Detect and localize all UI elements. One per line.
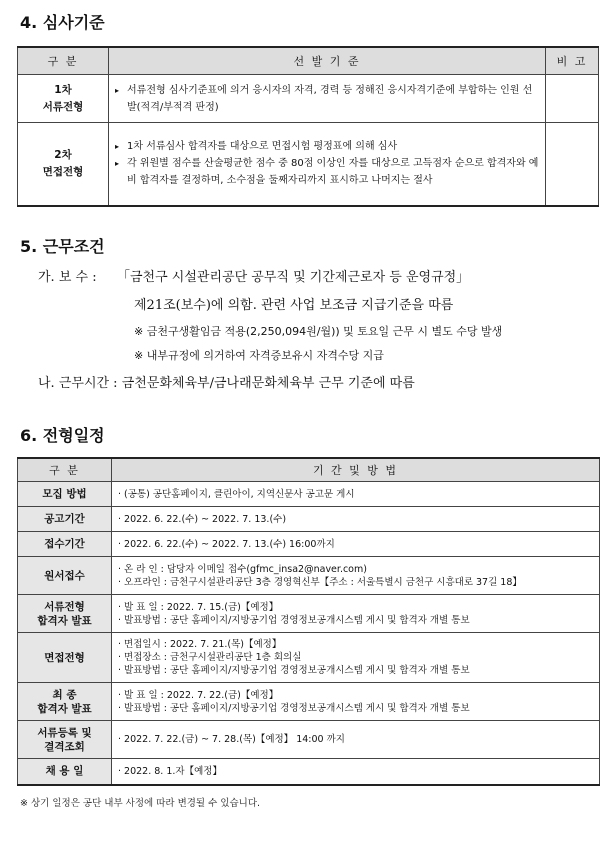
table-row <box>18 123 599 206</box>
table-row <box>18 595 600 633</box>
table-header-row <box>18 458 600 482</box>
row-content <box>112 482 600 507</box>
row-label-line: 서류전형 <box>42 100 84 113</box>
content-line: · 발표방법 : 공단 홈페이지/지방공기업 경영정보공개시스템 게시 및 합격자 개별 통보 <box>118 664 593 677</box>
col-header-remarks: 비 고 <box>546 47 599 75</box>
table-row <box>18 482 600 507</box>
row-label-line: 합격자 발표 <box>37 702 92 715</box>
row-content <box>112 557 600 595</box>
col-header-category: 구 분 <box>18 47 109 75</box>
criteria-bullet: ▸ 서류전형 심사기준표에 의거 응시자의 자격, 경력 등 정해진 응시자격기준에 부합하는 인원 선발(적격/부적격 판정) <box>115 82 539 116</box>
row-label <box>18 683 112 721</box>
pay-label: 가. 보 수 : <box>38 270 97 285</box>
row-label: 공고기간 <box>18 507 112 532</box>
row-label-line: 최 종 <box>52 688 77 701</box>
row-label-line: 결격조회 <box>44 740 85 753</box>
criteria-bullet: ▸ 1차 서류심사 합격자를 대상으로 면접시험 평정표에 의해 심사 <box>115 138 539 155</box>
pay-note-1: ※ 금천구생활임금 적용(2,250,094원/월)) 및 토요일 근무 시 별도 수당 발생 <box>134 325 503 338</box>
row-label <box>18 75 109 123</box>
row-label-line: 서류전형 <box>44 600 85 613</box>
content-line: · 발표방법 : 공단 홈페이지/지방공기업 경영정보공개시스템 게시 및 합격자 개별 통보 <box>118 614 593 627</box>
table-row <box>18 75 599 123</box>
row-label: 원서접수 <box>18 557 112 595</box>
remarks-cell <box>546 75 599 123</box>
screening-criteria-table <box>17 46 599 207</box>
content-line: · 2022. 7. 22.(금) ~ 7. 28.(목)【예정】 14:00 까지 <box>118 733 593 746</box>
content-line: · 발 표 일 : 2022. 7. 22.(금)【예정】 <box>118 689 593 702</box>
row-content <box>112 759 600 785</box>
row-content <box>112 532 600 557</box>
row-content <box>112 683 600 721</box>
content-line: · (공통) 공단홈페이지, 클린아이, 지역신문사 공고문 게시 <box>118 488 593 501</box>
content-line: · 2022. 8. 1.자【예정】 <box>118 765 593 778</box>
col-header-category: 구 분 <box>18 458 112 482</box>
row-label-line: 면접전형 <box>42 165 84 178</box>
row-content <box>112 507 600 532</box>
row-label: 면접전형 <box>18 633 112 683</box>
table-row <box>18 721 600 759</box>
content-line: · 발 표 일 : 2022. 7. 15.(금)【예정】 <box>118 601 593 614</box>
row-content <box>112 633 600 683</box>
col-header-criteria: 선 발 기 준 <box>109 47 546 75</box>
remarks-cell <box>546 123 599 206</box>
row-content <box>112 595 600 633</box>
row-label-line: 합격자 발표 <box>37 614 92 627</box>
section5-title: 5. 근무조건 <box>20 237 105 256</box>
row-content <box>112 721 600 759</box>
row-label <box>18 123 109 206</box>
schedule-footnote: ※ 상기 일정은 공단 내부 사정에 따라 변경될 수 있습니다. <box>20 798 261 809</box>
col-header-period-method: 기 간 및 방 법 <box>112 458 600 482</box>
section6-title: 6. 전형일정 <box>20 426 105 445</box>
table-row <box>18 532 600 557</box>
content-line: · 2022. 6. 22.(수) ~ 2022. 7. 13.(수) 16:00까지 <box>118 538 593 551</box>
table-row <box>18 507 600 532</box>
pay-note-2: ※ 내부규정에 의거하여 자격증보유시 자격수당 지급 <box>134 349 384 362</box>
criteria-cell <box>109 75 546 123</box>
row-label: 채 용 일 <box>18 759 112 785</box>
row-label <box>18 721 112 759</box>
row-label-line: 2차 <box>54 148 72 161</box>
table-row <box>18 759 600 785</box>
content-line: · 면접장소 : 금천구시설관리공단 1층 회의실 <box>118 651 593 664</box>
table-header-row <box>18 47 599 75</box>
criteria-cell <box>109 123 546 206</box>
table-row <box>18 633 600 683</box>
row-label-line: 1차 <box>54 83 72 96</box>
schedule-table <box>17 457 600 786</box>
content-line: · 2022. 6. 22.(수) ~ 2022. 7. 13.(수) <box>118 513 593 526</box>
section4-title: 4. 심사기준 <box>20 13 105 32</box>
row-label <box>18 595 112 633</box>
criteria-bullet: ▸ 각 위원별 점수를 산술평균한 점수 중 80점 이상인 자를 대상으로 고득점자 순으로 합격자와 예비 합격자를 결정하며, 소수점을 둘째자리까지 표시하고 나머지는 절사 <box>115 155 539 189</box>
content-line: · 발표방법 : 공단 홈페이지/지방공기업 경영정보공개시스템 게시 및 합격자 개별 통보 <box>118 702 593 715</box>
content-line: · 오프라인 : 금천구시설관리공단 3층 경영혁신부【주소 : 서울특별시 금천구 시흥대로 37길 18】 <box>118 576 593 589</box>
content-line: · 면접일시 : 2022. 7. 21.(목)【예정】 <box>118 638 593 651</box>
row-label: 모집 방법 <box>18 482 112 507</box>
row-label-line: 서류등록 및 <box>37 726 92 739</box>
table-row <box>18 557 600 595</box>
row-label: 접수기간 <box>18 532 112 557</box>
pay-line-1: 「금천구 시설관리공단 공무직 및 기간제근로자 등 운영규정」 <box>117 270 470 285</box>
pay-line-2: 제21조(보수)에 의함. 관련 사업 보조금 지급기준을 따름 <box>134 298 454 313</box>
table-row <box>18 683 600 721</box>
content-line: · 온 라 인 : 담당자 이메일 접수(gfmc_insa2@naver.com) <box>118 563 593 576</box>
work-hours: 나. 근무시간 : 금천문화체육부/금나래문화체육부 근무 기준에 따름 <box>38 376 415 391</box>
